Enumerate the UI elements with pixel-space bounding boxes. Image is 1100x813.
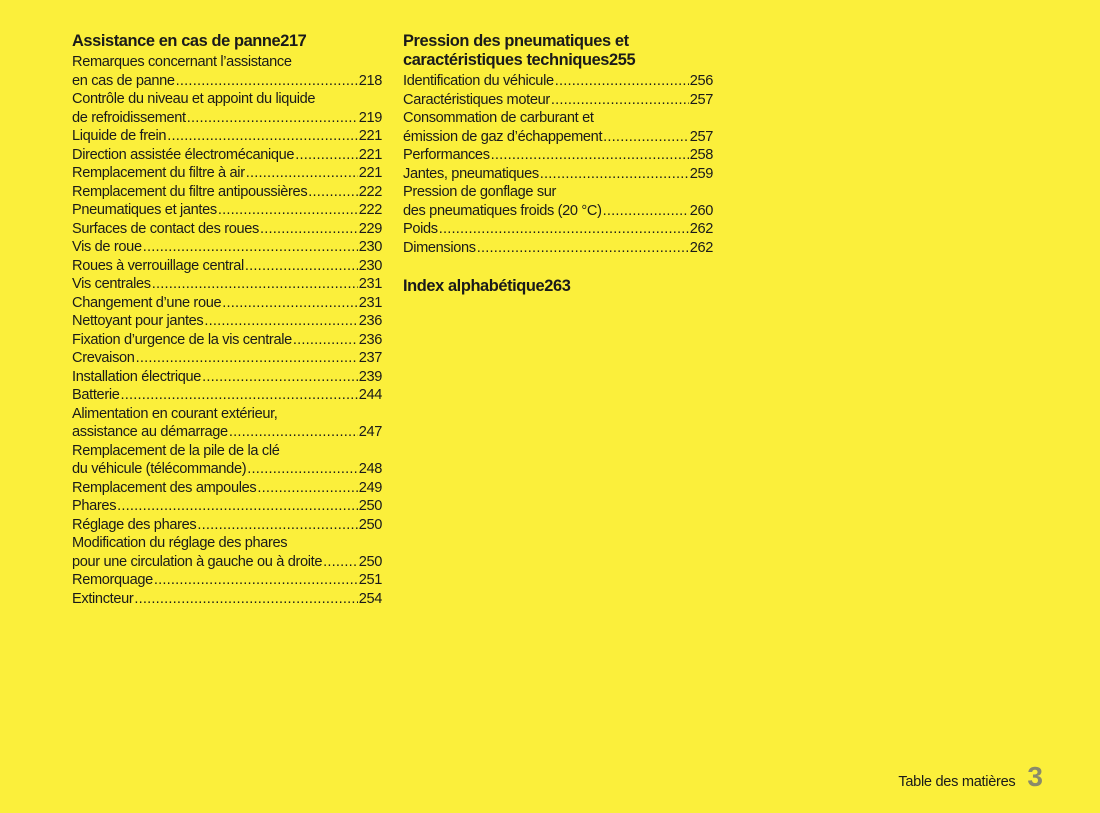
toc-entry-line	[72, 349, 382, 368]
entry-title: Consommation de carburant et	[403, 110, 594, 126]
entry-title: émission de gaz d’échappement	[403, 128, 603, 145]
section-title: Assistance en cas de panne	[72, 32, 281, 50]
toc-entry-line	[72, 146, 382, 165]
entry-title: en cas de panne	[72, 72, 175, 89]
entry-page-number: 231	[358, 294, 382, 311]
entry-title: Pression de gonflage sur	[403, 184, 557, 200]
toc-entry[interactable]	[72, 275, 382, 294]
entry-page-number: 221	[358, 128, 382, 144]
toc-entry[interactable]	[72, 238, 382, 257]
entry-title: Modification du réglage des phares	[72, 535, 288, 551]
dot-leader	[154, 571, 358, 590]
entry-page-number: 247	[358, 424, 382, 440]
toc-entry-line	[72, 534, 382, 553]
dot-leader	[222, 294, 357, 313]
dot-leader	[187, 109, 358, 128]
toc-entry-line	[403, 165, 713, 184]
dot-leader	[257, 479, 357, 498]
entry-page-number: 250	[358, 553, 382, 570]
entry-page-number: 230	[358, 257, 382, 274]
entry-page-number: 236	[358, 313, 382, 329]
toc-entry[interactable]	[72, 312, 382, 331]
toc-entry[interactable]	[403, 91, 713, 110]
toc-entry[interactable]	[72, 349, 382, 368]
entry-title: du véhicule (télécommande)	[72, 461, 247, 477]
toc-entry-line	[72, 164, 382, 183]
dot-leader	[245, 257, 358, 276]
dot-leader	[439, 220, 689, 239]
entry-title: Changement d’une roue	[72, 294, 222, 311]
entry-page-number: 257	[689, 91, 713, 108]
toc-column-left	[72, 32, 382, 608]
toc-column-right	[403, 32, 713, 298]
entry-page-number: 251	[358, 572, 382, 588]
entry-title: Remplacement des ampoules	[72, 479, 257, 496]
entry-page-number: 257	[689, 128, 713, 145]
toc-entry-line	[72, 201, 382, 220]
dot-leader	[246, 164, 358, 183]
toc-entry[interactable]	[72, 590, 382, 609]
toc-entry[interactable]	[72, 294, 382, 313]
entry-page-number: 260	[689, 202, 713, 219]
entry-title: Jantes, pneumatiques	[403, 165, 539, 182]
entry-title: Poids	[403, 221, 438, 237]
section-title: Index alphabétique	[403, 277, 545, 295]
entry-title: Fixation d’urgence de la vis centrale	[72, 331, 292, 348]
toc-entry-line	[72, 460, 382, 479]
dot-leader	[167, 127, 357, 146]
dot-leader	[247, 460, 357, 479]
entry-title: Remorquage	[72, 572, 153, 588]
entry-page-number: 262	[689, 239, 713, 256]
toc-entry[interactable]	[72, 201, 382, 220]
toc-entry-line	[72, 294, 382, 313]
entry-title: Performances	[403, 147, 490, 163]
entry-page-number: 258	[689, 147, 713, 163]
toc-entry-line	[72, 405, 382, 424]
section-page-number: 263	[544, 277, 571, 295]
dot-leader	[204, 312, 357, 331]
spacer	[403, 257, 713, 277]
toc-entry-line	[72, 386, 382, 405]
dot-leader	[197, 516, 357, 535]
section-heading-index[interactable]	[403, 277, 713, 296]
toc-entry[interactable]	[72, 534, 382, 571]
dot-leader	[218, 201, 358, 220]
toc-entry-line	[403, 220, 713, 239]
dot-leader	[555, 72, 689, 91]
entry-page-number: 250	[358, 516, 382, 533]
entry-page-number: 248	[358, 461, 382, 477]
toc-entry[interactable]	[72, 497, 382, 516]
entry-title: Surfaces de contact des roues	[72, 220, 259, 237]
dot-leader	[121, 386, 358, 405]
entry-title: Vis centrales	[72, 276, 151, 292]
entry-page-number: 256	[689, 73, 713, 89]
entry-title: pour une circulation à gauche ou à droite	[72, 553, 323, 570]
toc-entry-line	[403, 128, 713, 147]
entry-page-number: 254	[358, 590, 382, 607]
dot-leader	[491, 146, 689, 165]
toc-entry[interactable]	[72, 53, 382, 90]
dot-leader	[134, 590, 357, 609]
entry-title: Réglage des phares	[72, 516, 197, 533]
entry-title: Crevaison	[72, 350, 135, 366]
toc-entry[interactable]	[72, 386, 382, 405]
toc-entry[interactable]	[72, 127, 382, 146]
dot-leader	[551, 91, 689, 110]
toc-entry[interactable]	[72, 368, 382, 387]
toc-entry-line	[72, 220, 382, 239]
toc-entry-line	[72, 238, 382, 257]
entry-title: Installation électrique	[72, 368, 202, 385]
toc-entry[interactable]	[72, 516, 382, 535]
toc-list-pression	[403, 72, 713, 257]
dot-leader	[603, 202, 689, 221]
entry-title: Remplacement du filtre à air	[72, 165, 245, 181]
dot-leader	[477, 239, 689, 258]
toc-entry[interactable]	[403, 109, 713, 146]
dot-leader	[202, 368, 358, 387]
entry-title: de refroidissement	[72, 109, 186, 126]
entry-page-number: 259	[689, 165, 713, 182]
entry-page-number: 236	[358, 331, 382, 348]
page-footer	[898, 761, 1043, 793]
entry-title: Extincteur	[72, 590, 134, 607]
entry-page-number: 230	[358, 239, 382, 255]
entry-title: Remarques concernant l’assistance	[72, 54, 292, 70]
toc-entry[interactable]	[72, 442, 382, 479]
dot-leader	[308, 183, 357, 202]
toc-entry[interactable]	[72, 479, 382, 498]
toc-entry-line	[72, 423, 382, 442]
toc-entry-line	[72, 571, 382, 590]
dot-leader	[295, 146, 358, 165]
toc-entry-line	[72, 53, 382, 72]
entry-page-number: 237	[358, 350, 382, 366]
toc-entry[interactable]	[403, 183, 713, 220]
toc-entry[interactable]	[72, 331, 382, 350]
toc-entry-line	[72, 312, 382, 331]
entry-page-number: 249	[358, 479, 382, 496]
entry-title: Direction assistée électromécanique	[72, 146, 295, 163]
entry-page-number: 229	[358, 220, 382, 237]
dot-leader	[603, 128, 689, 147]
toc-entry[interactable]	[403, 72, 713, 91]
page-number: 3	[1027, 761, 1043, 792]
dot-leader	[293, 331, 358, 350]
entry-page-number: 250	[358, 498, 382, 514]
toc-entry-line	[403, 72, 713, 91]
toc-entry[interactable]	[72, 220, 382, 239]
toc-entry[interactable]	[403, 239, 713, 258]
entry-page-number: 218	[358, 72, 382, 89]
toc-entry-line	[403, 109, 713, 128]
toc-list-assistance	[72, 53, 382, 608]
entry-title: Liquide de frein	[72, 128, 167, 144]
entry-title: Phares	[72, 498, 117, 514]
toc-entry-line	[72, 553, 382, 572]
toc-entry-line	[72, 90, 382, 109]
section-heading-pression-line1[interactable]: Pression des pneumatiques et	[403, 32, 629, 50]
entry-page-number: 239	[358, 368, 382, 385]
toc-entry-line	[72, 127, 382, 146]
toc-entry[interactable]	[72, 257, 382, 276]
toc-entry-line	[403, 202, 713, 221]
entry-page-number: 244	[358, 387, 382, 403]
dot-leader	[136, 349, 358, 368]
entry-page-number: 222	[358, 202, 382, 218]
entry-title: Alimentation en courant extérieur,	[72, 405, 278, 422]
toc-entry-line	[403, 183, 713, 202]
entry-title: Caractéristiques moteur	[403, 91, 550, 108]
toc-entry-line	[72, 109, 382, 128]
entry-title: Roues à verrouillage central	[72, 257, 244, 274]
section-heading-pression[interactable]	[403, 51, 713, 70]
toc-entry-line	[72, 183, 382, 202]
toc-entry-line	[72, 368, 382, 387]
dot-leader	[229, 423, 358, 442]
entry-title: Remplacement du filtre antipoussières	[72, 183, 308, 200]
entry-title: Vis de roue	[72, 239, 142, 255]
toc-entry-line	[72, 257, 382, 276]
entry-title: Nettoyant pour jantes	[72, 313, 204, 329]
entry-page-number: 262	[689, 221, 713, 237]
toc-entry[interactable]	[403, 165, 713, 184]
toc-entry-line	[72, 516, 382, 535]
entry-page-number: 221	[358, 165, 382, 181]
entry-title: Dimensions	[403, 239, 476, 256]
toc-entry[interactable]	[403, 220, 713, 239]
toc-entry-line	[72, 275, 382, 294]
toc-entry-line	[72, 442, 382, 461]
entry-title: des pneumatiques froids (20 °C)	[403, 202, 602, 219]
footer-label: Table des matières	[898, 774, 1016, 790]
entry-page-number: 222	[358, 183, 382, 200]
toc-entry[interactable]	[72, 146, 382, 165]
entry-title: Pneumatiques et jantes	[72, 202, 217, 218]
dot-leader	[323, 553, 358, 572]
section-page-number: 217	[280, 32, 307, 50]
entry-title: Batterie	[72, 387, 120, 403]
toc-entry-line	[72, 72, 382, 91]
toc-entry-line	[72, 497, 382, 516]
toc-entry[interactable]	[72, 90, 382, 127]
toc-entry[interactable]	[72, 405, 382, 442]
toc-entry[interactable]	[72, 571, 382, 590]
section-page-number: 255	[609, 51, 636, 69]
dot-leader	[117, 497, 358, 516]
entry-title: Remplacement de la pile de la clé	[72, 442, 280, 459]
toc-entry-line	[403, 239, 713, 258]
toc-entry-line	[72, 331, 382, 350]
toc-entry-line	[72, 479, 382, 498]
toc-entry[interactable]	[72, 183, 382, 202]
toc-entry[interactable]	[72, 164, 382, 183]
entry-page-number: 231	[358, 276, 382, 292]
dot-leader	[176, 72, 358, 91]
toc-entry-line	[72, 590, 382, 609]
entry-title: Contrôle du niveau et appoint du liquide	[72, 91, 316, 107]
section-title: caractéristiques techniques	[403, 51, 610, 69]
dot-leader	[143, 238, 358, 257]
entry-page-number: 219	[358, 109, 382, 126]
entry-title: assistance au démarrage	[72, 424, 228, 440]
toc-entry-line	[403, 91, 713, 110]
toc-entry[interactable]	[403, 146, 713, 165]
dot-leader	[152, 275, 358, 294]
toc-entry-line	[403, 146, 713, 165]
entry-title: Identification du véhicule	[403, 73, 554, 89]
section-heading-assistance[interactable]	[72, 32, 382, 51]
dot-leader	[260, 220, 358, 239]
dot-leader	[540, 165, 689, 184]
entry-page-number: 221	[358, 146, 382, 163]
